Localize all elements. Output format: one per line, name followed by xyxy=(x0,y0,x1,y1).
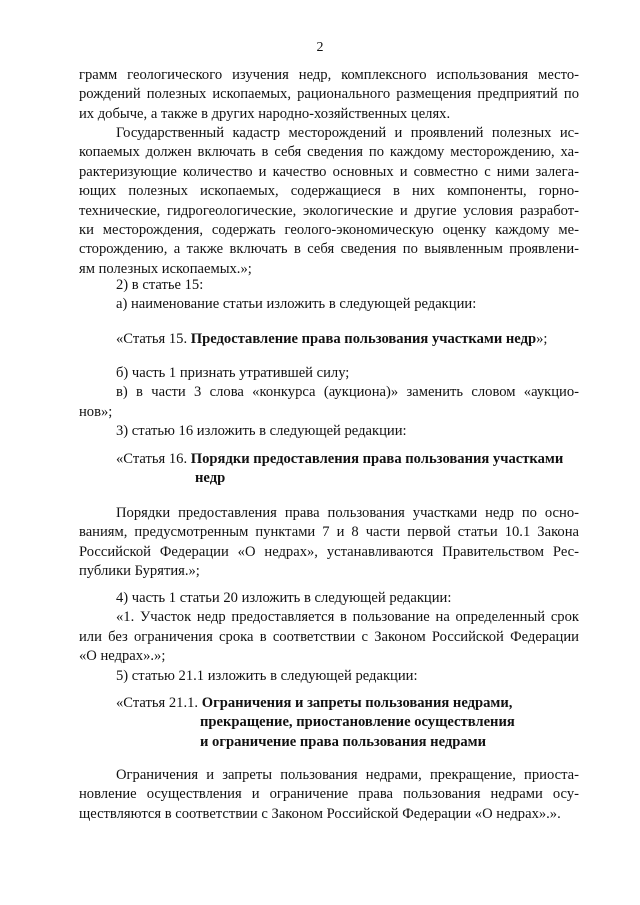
text-line: сторождению, а также включать в себя сведения по выявленным проявлени- xyxy=(79,241,579,258)
text-line: Ограничения и запреты пользования недрами, прекращение, приоста- xyxy=(116,767,579,783)
text-line: Порядки предоставления права пользования участками недр по осно- xyxy=(116,505,579,521)
article-prefix: «Статья 21.1. xyxy=(116,695,202,711)
text-line: 4) часть 1 статьи 20 изложить в следующей редакции: xyxy=(116,590,452,606)
text-line: в) в части 3 слова «конкурса (аукциона)» заменить словом «аукцио- xyxy=(116,384,579,401)
paragraph-cadastre xyxy=(79,124,579,279)
article-suffix: »; xyxy=(536,331,548,347)
text-line: «1. Участок недр предоставляется в пользование на определенный срок xyxy=(116,609,579,626)
text-line: ющих полезных ископаемых, содержащиеся в них компоненты, горно- xyxy=(79,183,579,200)
text-line: Российской Федерации «О недрах», устанавливаются Правительством Рес- xyxy=(79,543,579,560)
text-line: Государственный кадастр месторождений и проявлений полезных ис- xyxy=(116,125,579,141)
text-line: рождений полезных ископаемых, рационального размещения предприятий по xyxy=(79,86,579,103)
article-title-line3: и ограничение права пользования недрами xyxy=(200,733,487,750)
item-2 xyxy=(79,276,579,315)
page-number: 2 xyxy=(316,40,324,55)
paragraph-article-16 xyxy=(79,504,579,582)
text-line: рактеризующие количество и качество основных и совместно с ними залега- xyxy=(79,163,579,180)
item-4 xyxy=(79,589,579,686)
text-line: технические, гидрогеологические, экологические и другие условия разработ- xyxy=(79,202,579,219)
text-line: 2) в статье 15: xyxy=(116,277,204,293)
article-title-line1: Ограничения и запреты пользования недрами, xyxy=(201,695,513,711)
paragraph-continuation xyxy=(79,66,579,124)
text-line: нов»; xyxy=(79,403,113,420)
article-title-line1: Порядки предоставления права пользования участками xyxy=(190,451,564,467)
article-title-line2: прекращение, приостановление осуществления xyxy=(200,714,515,731)
article-15-heading xyxy=(79,330,579,349)
article-title-line2: недр xyxy=(195,470,226,487)
article-16-heading xyxy=(79,450,579,489)
text-line: «О недрах».»; xyxy=(79,648,166,665)
text-line: копаемых должен включать в себя сведения по каждому месторождению, ха- xyxy=(79,144,579,161)
text-line: 5) статью 21.1 изложить в следующей редакции: xyxy=(116,667,418,684)
text-line: ваниям, предусмотренным пунктами 7 и 8 части первой статьи 10.1 Закона xyxy=(79,524,579,541)
text-line: или без ограничения срока в соответствии с Законом Российской Федерации xyxy=(79,628,579,645)
text-line: грамм геологического изучения недр, комплексного использования место- xyxy=(79,67,579,83)
text-line: 3) статью 16 изложить в следующей редакции: xyxy=(116,423,407,440)
text-line: б) часть 1 признать утратившей силу; xyxy=(116,365,350,381)
text-line: новление осуществления и ограничение права пользования недрами осу- xyxy=(79,786,579,803)
article-21-heading xyxy=(79,694,579,752)
text-line: ям полезных ископаемых.»; xyxy=(79,260,252,277)
text-line: ки месторождения, содержать геолого-экономическую оценку каждому ме- xyxy=(79,222,579,239)
text-line: ществляются в соответствии с Законом Российской Федерации «О недрах».». xyxy=(79,805,561,822)
items-2b-2v-3 xyxy=(79,364,579,442)
text-line: а) наименование статьи изложить в следующей редакции: xyxy=(116,296,477,313)
article-prefix: «Статья 16. xyxy=(116,451,191,467)
article-title: Предоставление права пользования участками недр xyxy=(190,331,537,347)
text-line: их добыче, а также в других народно-хозяйственных целях. xyxy=(79,105,451,122)
text-line: публики Бурятия.»; xyxy=(79,563,200,580)
paragraph-article-21 xyxy=(79,766,579,824)
article-prefix: «Статья 15. xyxy=(116,331,191,347)
